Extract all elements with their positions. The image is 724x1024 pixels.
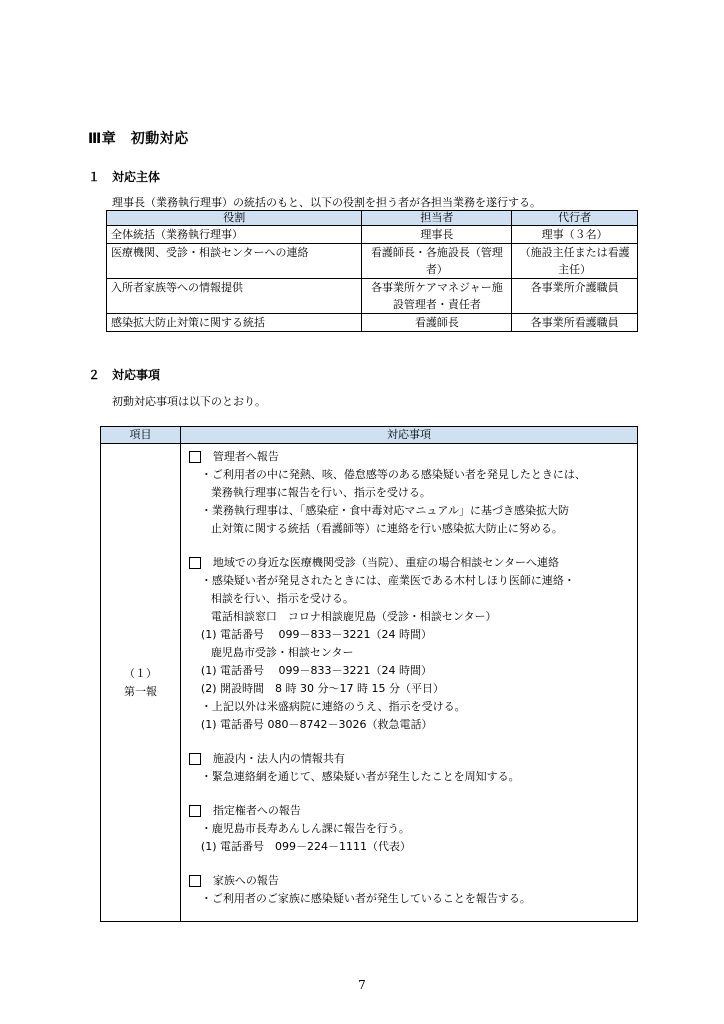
action-block [187, 802, 631, 856]
deputy-cell: 各事業所介護職員 [512, 279, 638, 314]
action-block-header [187, 872, 631, 890]
role-cell: 全体統括（業務執行理事） [107, 226, 362, 244]
action-line: 電話相談窓口 コロナ相談鹿児島（受診・相談センター） [210, 610, 497, 623]
col-role-header: 役割 [107, 211, 362, 226]
table-row [107, 314, 638, 332]
table-row [107, 226, 638, 244]
action-line: (1) 電話番号 080－8742－3026（救急電話） [200, 718, 433, 731]
person-cell: 看護師長 [362, 314, 512, 332]
action-line: (1) 電話番号 099－224－1111（代表） [200, 840, 411, 853]
section1-intro: 理事長（業務執行理事）の統括のもと、以下の役割を担う者が各担当業務を遂行する。 [112, 196, 541, 209]
action-line: ・感染疑い者が発見されたときには、産業医である木村しほり医師に連絡・ [200, 574, 575, 587]
deputy-cell: （施設主任または看護主任） [512, 244, 638, 279]
chapter-title: Ⅲ章 初動対応 [88, 131, 189, 147]
item-label-cell [101, 444, 181, 922]
roles-table [106, 210, 638, 332]
action-line: ・業務執行理事は、「感染症・食中毒対応マニュアル」に基づき感染拡大防 [200, 504, 569, 517]
col-deputy-header: 代行者 [512, 211, 638, 226]
action-line: ・上記以外は米盛病院に連絡のうえ、指示を受ける。 [200, 700, 466, 713]
action-cell [180, 444, 637, 922]
action-block-header [187, 554, 631, 572]
role-cell: 医療機関、受診・相談センターへの連絡 [107, 244, 362, 279]
action-line: 鹿児島市受診・相談センター [210, 646, 354, 659]
action-block-title: 家族への報告 [212, 874, 279, 887]
action-line: 止対策に関する統括（看護師等）に連絡を行い感染拡大防止に努める。 [210, 522, 563, 535]
action-line: (2) 開設時間 8 時 30 分～17 時 15 分（平日） [200, 682, 444, 695]
table-row [107, 244, 638, 279]
action-block-header [187, 448, 631, 466]
checkbox-icon [189, 875, 201, 887]
action-line: 業務執行理事に報告を行い、指示を受ける。 [210, 486, 431, 499]
action-line: ・ご利用者の中に発熱、咳、倦怠感等のある感染疑い者を発見したときには、 [200, 468, 586, 481]
checkbox-icon [189, 805, 201, 817]
action-block-title: 地域での身近な医療機関受診（当院）、重症の場合相談センターへ連絡 [212, 556, 559, 569]
action-block [187, 750, 631, 786]
action-block-title: 管理者へ報告 [212, 450, 279, 463]
action-blocks [187, 448, 631, 908]
actions-table [100, 426, 638, 922]
person-cell: 各事業所ケアマネジャー施設管理者・責任者 [362, 279, 512, 314]
checkbox-icon [189, 451, 201, 463]
action-block-title: 施設内・法人内の情報共有 [212, 752, 345, 765]
deputy-cell: 各事業所看護職員 [512, 314, 638, 332]
section2-intro: 初動対応事項は以下のとおり。 [112, 395, 266, 408]
action-block [187, 872, 631, 908]
action-block [187, 554, 631, 734]
action-line: ・緊急連絡網を通じて、感染疑い者が発生したことを周知する。 [200, 770, 520, 783]
role-cell: 感染拡大防止対策に関する統括 [107, 314, 362, 332]
action-block-header [187, 802, 631, 820]
action-block [187, 448, 631, 538]
action-line: (1) 電話番号 099－833－3221（24 時間） [200, 628, 432, 641]
role-cell: 入所者家族等への情報提供 [107, 279, 362, 314]
action-line: 相談を行い、指示を受ける。 [210, 592, 354, 605]
item-number: （１） [123, 666, 157, 680]
table-row [107, 279, 638, 314]
person-cell: 理事長 [362, 226, 512, 244]
action-line: (1) 電話番号 099－833－3221（24 時間） [200, 664, 432, 677]
col-person-header: 担当者 [362, 211, 512, 226]
deputy-cell: 理事（３名） [512, 226, 638, 244]
item-label: 第一報 [123, 684, 157, 698]
action-line: ・鹿児島市長寿あんしん課に報告を行う。 [200, 822, 410, 835]
section1-heading: １ 対応主体 [88, 170, 161, 184]
page-number: 7 [358, 978, 366, 992]
checkbox-icon [189, 557, 201, 569]
person-cell: 看護師長・各施設長（管理者） [362, 244, 512, 279]
action-block-title: 指定権者への報告 [212, 804, 301, 817]
col-item-header: 項目 [101, 427, 181, 444]
action-line: ・ご利用者のご家族に感染疑い者が発生していることを報告する。 [200, 892, 531, 905]
action-block-header [187, 750, 631, 768]
section2-heading: ２ 対応事項 [88, 368, 161, 382]
checkbox-icon [189, 753, 201, 765]
col-action-header: 対応事項 [180, 427, 637, 444]
